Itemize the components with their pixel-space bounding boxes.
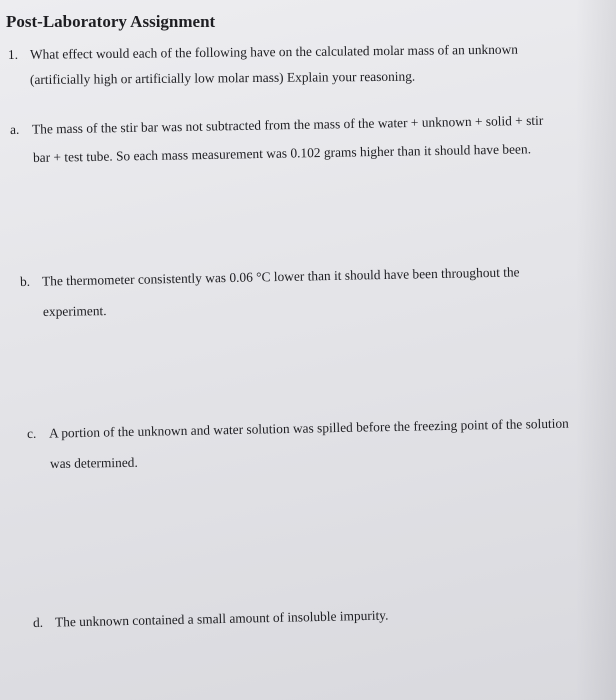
item-d-marker: d. xyxy=(32,614,44,630)
item-c-line-1 xyxy=(27,416,569,442)
question-text-line-1: What effect would each of the following have on the calculated molar mass of an unknown xyxy=(29,41,519,62)
item-d-line-1 xyxy=(33,608,389,631)
item-b-marker: b. xyxy=(19,273,31,289)
item-a-text-line-2: bar + test tube. So each mass measurement was 0.102 grams higher than it should have been. xyxy=(32,141,532,165)
item-b-text-line-1: The thermometer consistently was 0.06 °C lower than it should have been throughout the xyxy=(41,264,520,289)
question-1-line-1 xyxy=(8,42,518,63)
question-text-line-2: (artificially high or artificially low molar mass) Explain your reasoning. xyxy=(29,68,416,87)
item-a-text-line-1: The mass of the stir bar was not subtracted from the mass of the water + unknown + solid + stir xyxy=(31,112,544,137)
item-c-marker: c. xyxy=(26,425,37,441)
page-shadow xyxy=(576,0,616,700)
question-number: 1. xyxy=(7,46,19,62)
item-a-line-1 xyxy=(10,113,544,138)
item-c-text-line-2: was determined. xyxy=(49,454,138,471)
item-a-marker: a. xyxy=(9,121,20,137)
item-b-text-line-2: experiment. xyxy=(42,303,107,319)
page-title: Post-Laboratory Assignment xyxy=(6,12,216,31)
item-d-text-line-1: The unknown contained a small amount of insoluble impurity. xyxy=(54,607,389,630)
item-c-text-line-1: A portion of the unknown and water solution was spilled before the freezing point of the solution xyxy=(48,415,569,441)
item-b-line-1 xyxy=(20,264,520,290)
